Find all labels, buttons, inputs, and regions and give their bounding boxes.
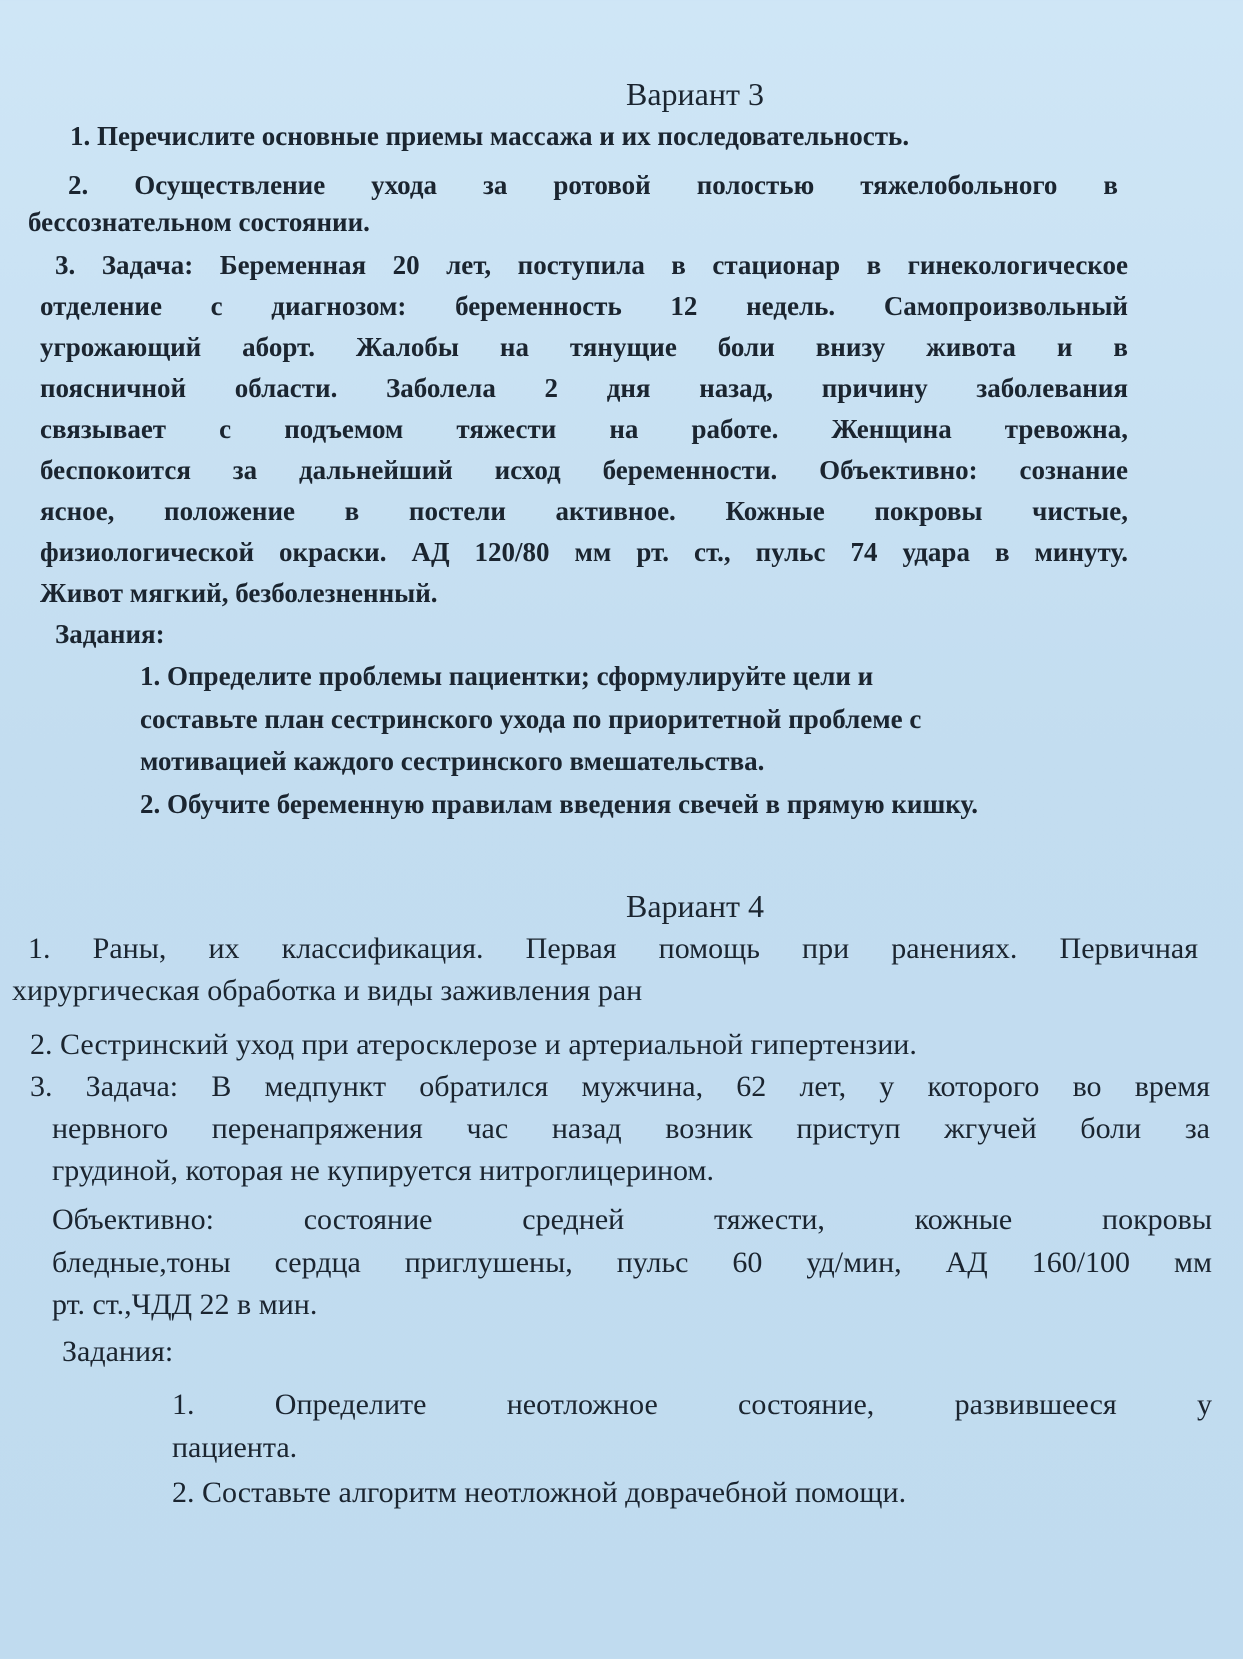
variant-4-task-1-line-2: пациента. [172, 1431, 298, 1464]
variant-3-question-3-line-8: физиологической окраски. АД 120/80 мм рт. ст., пульс 74 удара в минуту. [40, 537, 1128, 567]
variant-3-question-2-line-1: 2. Осуществление ухода за ротовой полостью тяжелобольного в [68, 170, 1118, 200]
variant-3-tasks-label: Задания: [55, 619, 165, 649]
variant-3-question-3-line-2: отделение с диагнозом: беременность 12 недель. Самопроизвольный [40, 291, 1128, 321]
variant-4-task-2: 2. Составьте алгоритм неотложной доврачебной помощи. [172, 1476, 907, 1509]
variant-3-task-1-line-3: мотивацией каждого сестринского вмешательства. [140, 746, 765, 776]
variant-3-question-1: 1. Перечислите основные приемы массажа и их последовательность. [70, 121, 910, 151]
variant-3-question-2-line-2: бессознательном состоянии. [28, 207, 370, 237]
variant-3-task-1-line-2: составьте план сестринского ухода по приоритетной проблеме с [140, 704, 922, 734]
variant-4-question-3-line-4: Объективно: состояние средней тяжести, кожные покровы [52, 1203, 1212, 1236]
variant-4-question-3-line-5: бледные,тоны сердца приглушены, пульс 60 уд/мин, АД 160/100 мм [52, 1246, 1212, 1279]
variant-3-question-3-line-1: 3. Задача: Беременная 20 лет, поступила в стационар в гинекологическое [55, 250, 1128, 280]
variant-4-question-3-line-3: грудиной, которая не купируется нитроглицерином. [52, 1154, 714, 1187]
variant-3-question-3-line-7: ясное, положение в постели активное. Кожные покровы чистые, [40, 496, 1128, 526]
variant-4-task-1-line-1: 1. Определите неотложное состояние, развившееся у [172, 1388, 1212, 1421]
variant-3-question-3-line-4: поясничной области. Заболела 2 дня назад, причину заболевания [40, 373, 1128, 403]
variant-4-question-1-line-2: хирургическая обработка и виды заживления ран [12, 974, 643, 1007]
variant-3-question-3-line-9: Живот мягкий, безболезненный. [40, 578, 438, 608]
variant-4-tasks-label: Задания: [62, 1335, 174, 1368]
variant-4-question-3-line-6: рт. ст.,ЧДД 22 в мин. [52, 1288, 318, 1321]
variant-4-question-1-line-1: 1. Раны, их классификация. Первая помощь при ранениях. Первичная [28, 932, 1198, 965]
variant-3-title: Вариант 3 [626, 76, 764, 112]
variant-3-task-1-line-1: 1. Определите проблемы пациентки; сформулируйте цели и [140, 661, 874, 691]
variant-4-question-2: 2. Сестринский уход при атеросклерозе и артериальной гипертензии. [30, 1028, 917, 1061]
variant-4-title: Вариант 4 [626, 888, 764, 924]
variant-4-question-3-line-2: нервного перенапряжения час назад возник приступ жгучей боли за [52, 1112, 1210, 1145]
variant-3-question-3-line-5: связывает с подъемом тяжести на работе. Женщина тревожна, [40, 414, 1128, 444]
variant-3-question-3-line-3: угрожающий аборт. Жалобы на тянущие боли внизу живота и в [40, 332, 1128, 362]
variant-3-task-2: 2. Обучите беременную правилам введения свечей в прямую кишку. [140, 789, 978, 819]
variant-3-question-3-line-6: беспокоится за дальнейший исход беременности. Объективно: сознание [40, 455, 1128, 485]
variant-4-question-3-line-1: 3. Задача: В медпункт обратился мужчина, 62 лет, у которого во время [30, 1070, 1210, 1103]
